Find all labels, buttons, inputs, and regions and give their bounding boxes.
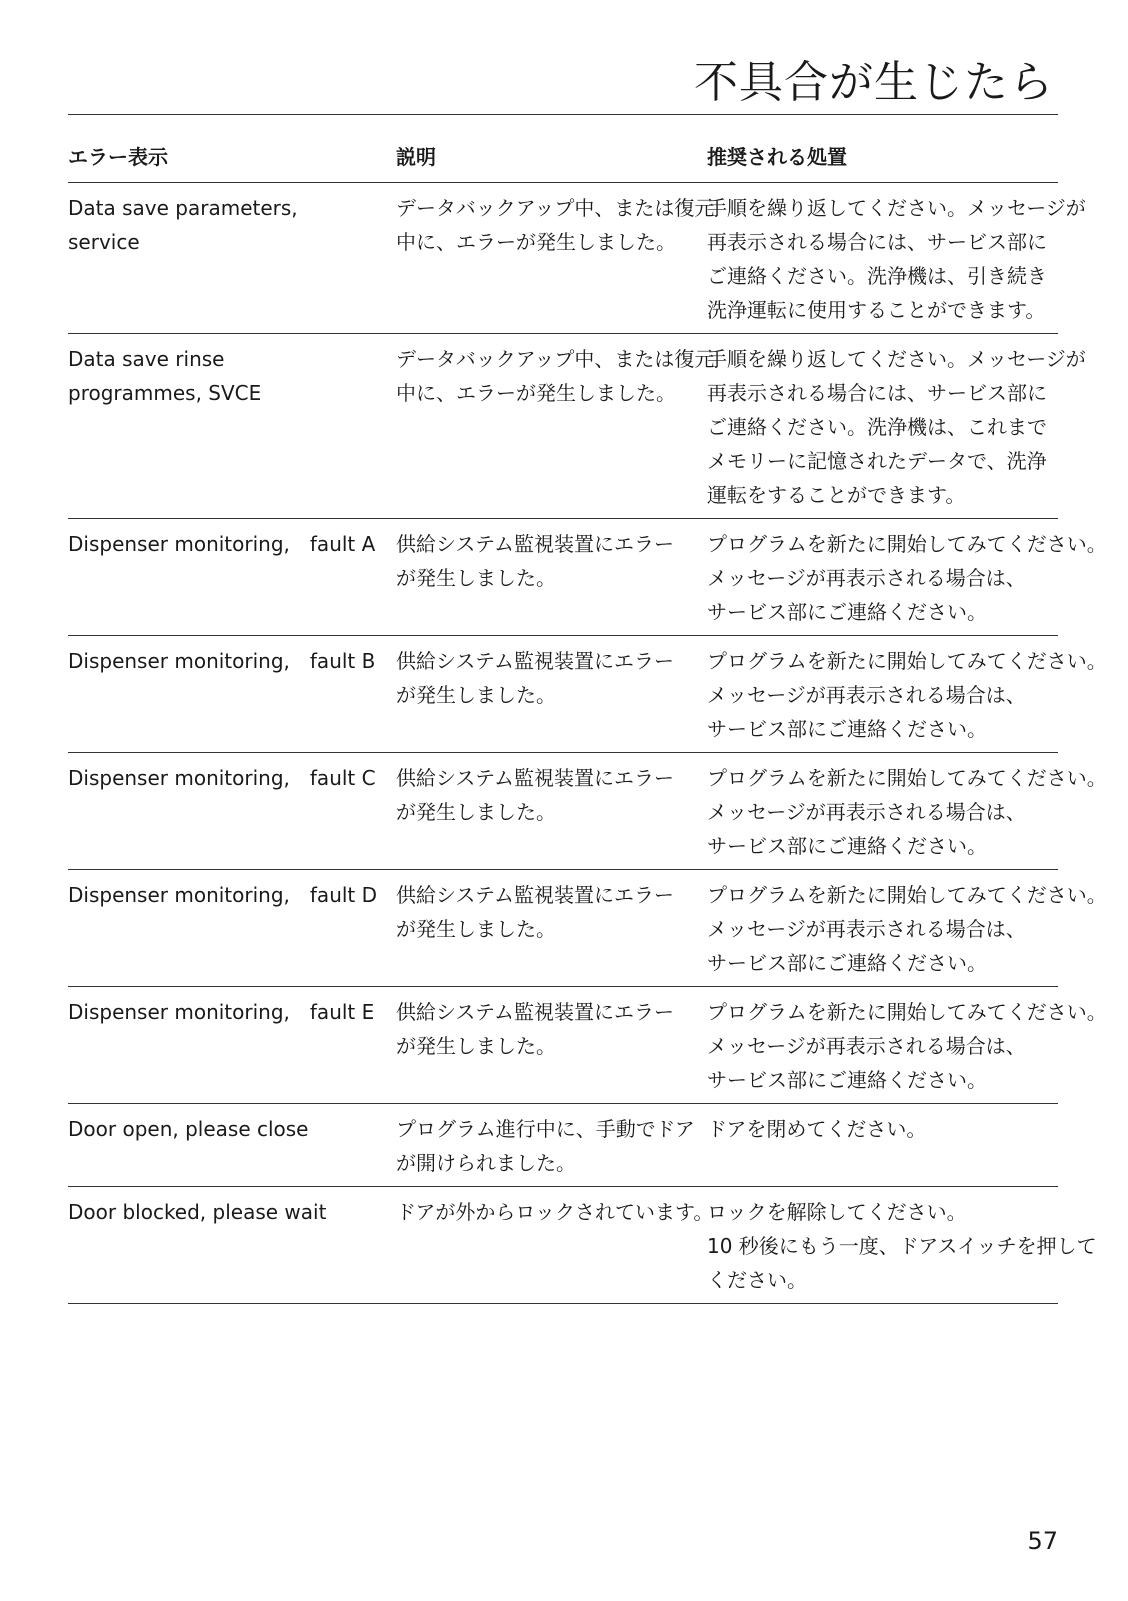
cell-text-line: 中に、エラーが発生しました。 xyxy=(396,230,676,254)
header-recommended-action: 推奨される処置 xyxy=(707,145,847,169)
cell-text-line: メッセージが再表示される場合は、 xyxy=(707,566,1026,590)
cell-text-line: Dispenser monitoring, fault E xyxy=(68,1000,375,1024)
error-code-cell xyxy=(68,191,396,327)
error-table xyxy=(68,140,1107,1304)
cell-text-line: 再表示される場合には、サービス部に xyxy=(707,230,1047,254)
cell-text-line: Dispenser monitoring, fault A xyxy=(68,532,376,556)
header-description: 説明 xyxy=(396,145,436,169)
cell-text-line: 供給システム監視装置にエラー xyxy=(396,532,674,556)
cell-text-line: 供給システム監視装置にエラー xyxy=(396,883,674,907)
table-row xyxy=(68,1104,1058,1187)
error-code-cell xyxy=(68,1112,396,1180)
description-cell xyxy=(396,644,707,746)
action-cell xyxy=(707,342,1086,512)
table-row xyxy=(68,183,1086,334)
page-title: 不具合が生じたら xyxy=(694,57,1054,108)
cell-text-line: Dispenser monitoring, fault D xyxy=(68,883,378,907)
cell-text-line: ご連絡ください。洗浄機は、これまで xyxy=(707,415,1047,439)
action-cell xyxy=(707,191,1086,327)
cell-text-line: Dispenser monitoring, fault C xyxy=(68,766,376,790)
table-header-row xyxy=(68,140,1058,183)
table-row xyxy=(68,753,1107,870)
header-error-display: エラー表示 xyxy=(68,145,168,169)
cell-text-line: Door open, please close xyxy=(68,1117,309,1141)
cell-text-line: 手順を繰り返してください。メッセージが xyxy=(707,347,1086,371)
cell-text-line: が発生しました。 xyxy=(396,683,556,707)
cell-text-line: メッセージが再表示される場合は、 xyxy=(707,683,1026,707)
table-body xyxy=(68,183,1107,1304)
cell-text-line: 供給システム監視装置にエラー xyxy=(396,649,674,673)
cell-text-line: プログラムを新たに開始してみてください。 xyxy=(707,532,1107,556)
description-cell xyxy=(396,1112,707,1180)
cell-text-line: 10 秒後にもう一度、ドアスイッチを押して xyxy=(707,1234,1097,1258)
cell-text-line: サービス部にご連絡ください。 xyxy=(707,600,987,624)
cell-text-line: データバックアップ中、または復元 xyxy=(396,196,715,220)
cell-text-line: 再表示される場合には、サービス部に xyxy=(707,381,1047,405)
cell-text-line: 供給システム監視装置にエラー xyxy=(396,1000,674,1024)
table-row xyxy=(68,870,1107,987)
title-divider xyxy=(68,114,1058,115)
cell-text-line: Dispenser monitoring, fault B xyxy=(68,649,376,673)
cell-text-line: が開けられました。 xyxy=(396,1151,576,1175)
cell-text-line: が発生しました。 xyxy=(396,800,556,824)
cell-text-line: ご連絡ください。洗浄機は、引き続き xyxy=(707,264,1047,288)
action-cell xyxy=(707,1195,1097,1297)
cell-text-line: ロックを解除してください。 xyxy=(707,1200,967,1224)
cell-text-line: ください。 xyxy=(707,1268,807,1292)
cell-text-line: プログラムを新たに開始してみてください。 xyxy=(707,649,1107,673)
action-cell xyxy=(707,644,1107,746)
cell-text-line: メッセージが再表示される場合は、 xyxy=(707,800,1026,824)
cell-text-line: Door blocked, please wait xyxy=(68,1200,327,1224)
description-cell xyxy=(396,191,715,327)
description-cell xyxy=(396,878,707,980)
cell-text-line: メッセージが再表示される場合は、 xyxy=(707,1034,1026,1058)
error-code-cell xyxy=(68,342,396,512)
cell-text-line: 中に、エラーが発生しました。 xyxy=(396,381,676,405)
table-row xyxy=(68,519,1107,636)
error-code-cell xyxy=(68,1195,396,1297)
cell-text-line: ドアが外からロックされています。 xyxy=(396,1200,714,1224)
cell-text-line: service xyxy=(68,230,140,254)
cell-text-line: が発生しました。 xyxy=(396,1034,556,1058)
cell-text-line: プログラムを新たに開始してみてください。 xyxy=(707,883,1107,907)
action-cell xyxy=(707,995,1107,1097)
description-cell xyxy=(396,1195,714,1297)
description-cell xyxy=(396,527,707,629)
action-cell xyxy=(707,878,1107,980)
cell-text-line: 手順を繰り返してください。メッセージが xyxy=(707,196,1086,220)
action-cell xyxy=(707,527,1107,629)
cell-text-line: programmes, SVCE xyxy=(68,381,262,405)
cell-text-line: サービス部にご連絡ください。 xyxy=(707,1068,987,1092)
error-code-cell xyxy=(68,761,396,863)
cell-text-line: 運転をすることができます。 xyxy=(707,483,966,507)
cell-text-line: プログラム進行中に、手動でドア xyxy=(396,1117,695,1141)
cell-text-line: データバックアップ中、または復元 xyxy=(396,347,715,371)
table-row xyxy=(68,987,1107,1104)
description-cell xyxy=(396,761,707,863)
error-code-cell xyxy=(68,878,396,980)
cell-text-line: が発生しました。 xyxy=(396,917,556,941)
cell-text-line: が発生しました。 xyxy=(396,566,556,590)
cell-text-line: 洗浄運転に使用することができます。 xyxy=(707,298,1046,322)
table-row xyxy=(68,1187,1097,1304)
cell-text-line: プログラムを新たに開始してみてください。 xyxy=(707,766,1107,790)
cell-text-line: サービス部にご連絡ください。 xyxy=(707,834,987,858)
action-cell xyxy=(707,761,1107,863)
error-code-cell xyxy=(68,995,396,1097)
cell-text-line: ドアを閉めてください。 xyxy=(707,1117,927,1141)
cell-text-line: メッセージが再表示される場合は、 xyxy=(707,917,1026,941)
page-number: 57 xyxy=(1027,1527,1058,1555)
table-row xyxy=(68,636,1107,753)
cell-text-line: サービス部にご連絡ください。 xyxy=(707,951,987,975)
table-row xyxy=(68,334,1086,519)
cell-text-line: サービス部にご連絡ください。 xyxy=(707,717,987,741)
error-code-cell xyxy=(68,527,396,629)
description-cell xyxy=(396,342,715,512)
description-cell xyxy=(396,995,707,1097)
cell-text-line: Data save parameters, xyxy=(68,196,298,220)
cell-text-line: Data save rinse xyxy=(68,347,225,371)
cell-text-line: 供給システム監視装置にエラー xyxy=(396,766,674,790)
cell-text-line: メモリーに記憶されたデータで、洗浄 xyxy=(707,449,1047,473)
cell-text-line: プログラムを新たに開始してみてください。 xyxy=(707,1000,1107,1024)
action-cell xyxy=(707,1112,1058,1180)
error-code-cell xyxy=(68,644,396,746)
